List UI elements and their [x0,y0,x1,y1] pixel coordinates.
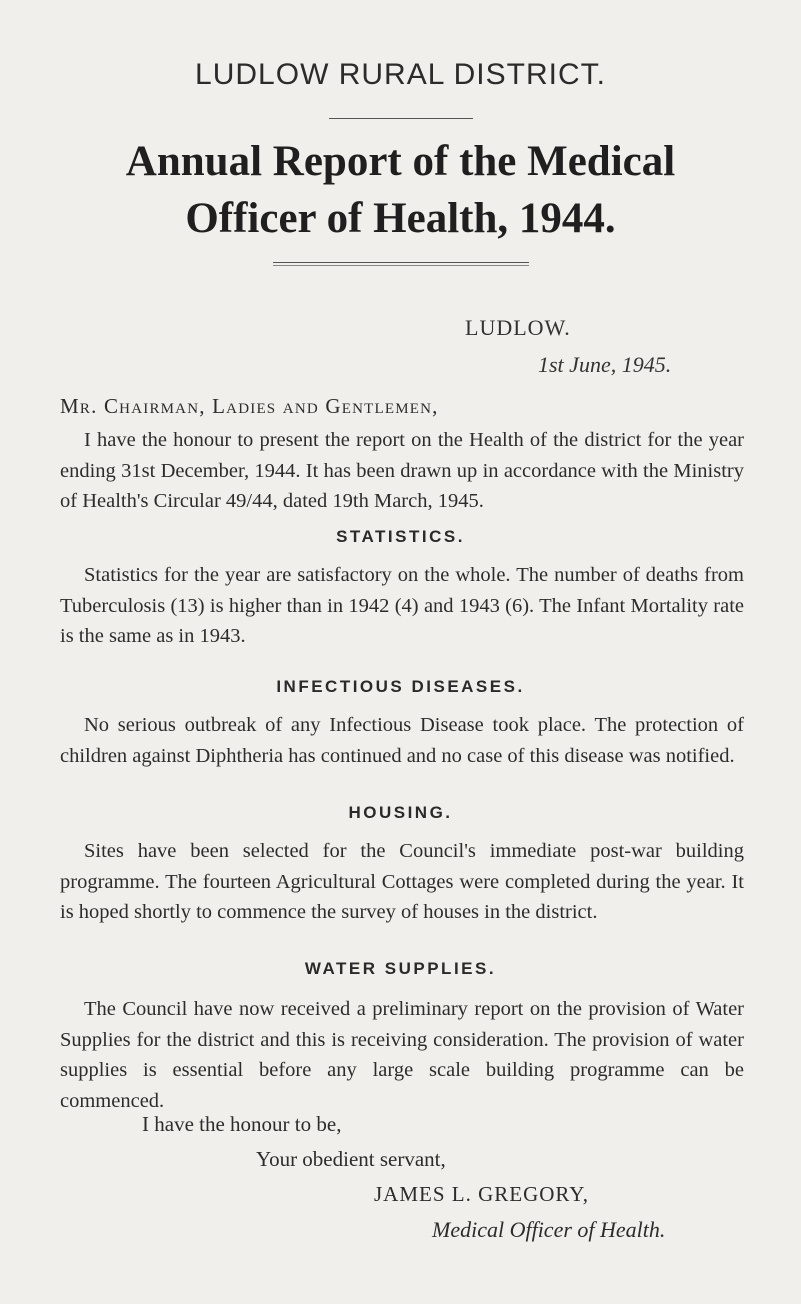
closing-line-2: Your obedient servant, [256,1147,446,1171]
section-body-water-supplies: The Council have now received a preliminary report on the provision of Water Supplies for the district and this is receiving consideration. The provision of water supplies is essential before any large scale building programme can be commenced. [60,998,744,1112]
salutation: Mr. Chairman, Ladies and Gentlemen, [60,394,439,418]
letter-place: LUDLOW. [465,315,571,340]
divider-middle-2 [273,265,529,266]
section-heading-infectious-diseases: INFECTIOUS DISEASES. [276,677,525,696]
intro-paragraph: I have the honour to present the report on the Health of the district for the year ending 31st December, 1944. It has been drawn up in accordance with the Ministry of Health's Circular 49/44, dated 19th March, 1945. [60,429,744,513]
report-title-line2: Officer of Health, 1944. [185,195,616,242]
divider-top [329,118,473,119]
signatory-title: Medical Officer of Health. [432,1217,666,1242]
divider-middle [273,262,529,263]
section-body-infectious-diseases: No serious outbreak of any Infectious Disease took place. The protection of children against Diphtheria has continued and no case of this disease was notified. [60,714,744,767]
closing-line-1: I have the honour to be, [142,1112,342,1136]
letter-date: 1st June, 1945. [538,352,672,377]
signatory-name: JAMES L. GREGORY, [374,1182,589,1206]
section-heading-water-supplies: WATER SUPPLIES. [304,959,497,978]
section-heading-housing: HOUSING. [348,803,453,822]
report-title-line1: Annual Report of the Medical [125,138,676,185]
district-heading: LUDLOW RURAL DISTRICT. [195,58,606,91]
section-heading-statistics: STATISTICS. [336,527,465,546]
section-body-housing: Sites have been selected for the Council's immediate post-war building programme. The fourteen Agricultural Cottages were completed during the year. It is hoped shortly to commence the survey of houses in the district. [60,840,744,924]
section-body-statistics: Statistics for the year are satisfactory on the whole. The number of deaths from Tuberculosis (13) is higher than in 1942 (4) and 1943 (6). The Infant Mortality rate is the same as in 1943. [60,564,744,648]
